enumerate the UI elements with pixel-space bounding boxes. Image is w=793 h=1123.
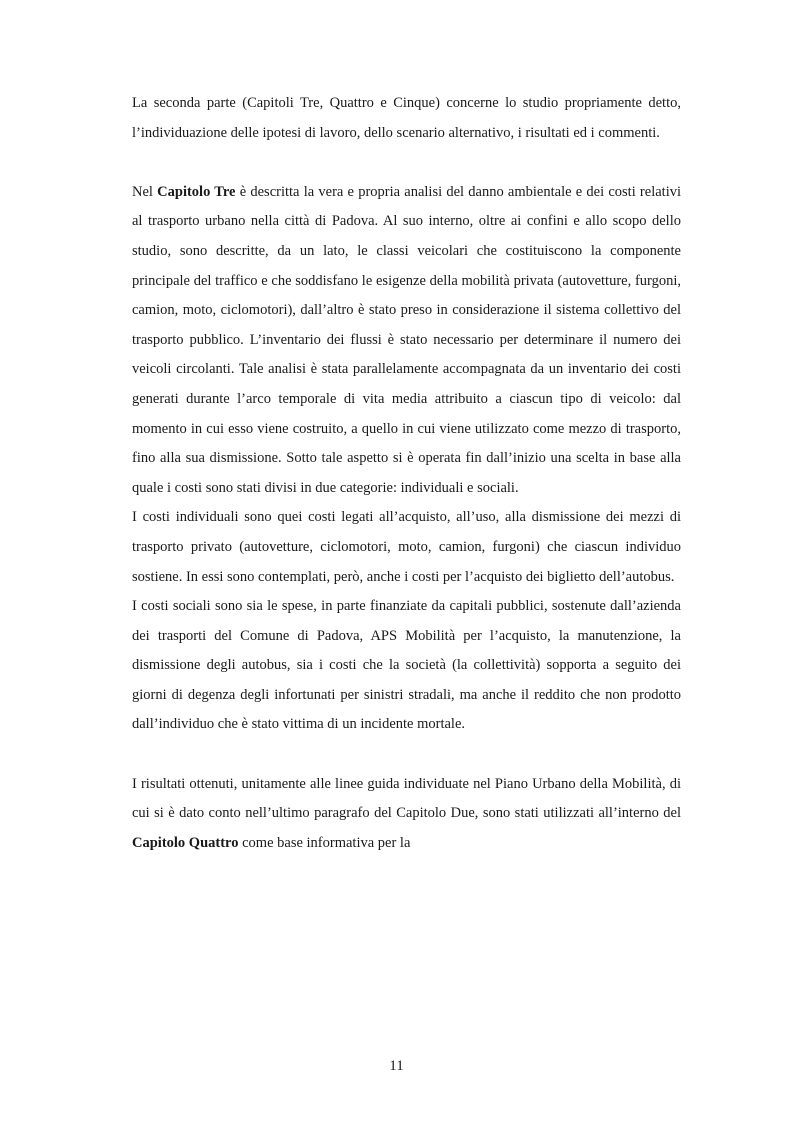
paragraph-text: Nel bbox=[132, 183, 158, 200]
paragraph-spacer bbox=[132, 148, 681, 178]
paragraph-chapter-three bbox=[132, 178, 681, 504]
paragraph-spacer bbox=[132, 740, 681, 770]
paragraph-chapter-four bbox=[132, 770, 681, 859]
paragraph-text: I risultati ottenuti, unitamente alle linee guida individuate nel Piano Urbano della Mobilità, di cui si è dato conto nell’ultimo paragrafo del Capitolo Due, sono stati utilizzati all’interno del bbox=[132, 775, 681, 822]
paragraph-individual-costs: I costi individuali sono quei costi legati all’acquisto, all’uso, alla dismissione dei mezzi di trasporto privato (autovetture, ciclomotori, moto, camion, furgoni) che ciascun individuo sostiene. In essi sono contemplati, però, anche i costi per l’acquisto dei biglietto dell’autobus. bbox=[132, 509, 681, 585]
chapter-four-heading: Capitolo Quattro bbox=[132, 834, 239, 851]
paragraph-part-two-intro: La seconda parte (Capitoli Tre, Quattro e Cinque) concerne lo studio propriamente detto, l’individuazione delle ipotesi di lavoro, dello scenario alternativo, i risultati ed i commenti. bbox=[132, 95, 681, 141]
body-text bbox=[132, 89, 681, 858]
paragraph-social-costs: I costi sociali sono sia le spese, in parte finanziate da capitali pubblici, sostenute dall’azienda dei trasporti del Comune di Padova, APS Mobilità per l’acquisto, la manutenzione, la dismissione degli autobus, sia i costi che la società (la collettività) sopporta a seguito dei giorni di degenza degli infortunati per sinistri stradali, ma anche il reddito che non prodotto dall’individuo che è stato vittima di un incidente mortale. bbox=[132, 598, 681, 733]
paragraph-text: è descritta la vera e propria analisi del danno ambientale e dei costi relativi al trasporto urbano nella città di Padova. Al suo interno, oltre ai confini e allo scopo dello studio, sono descritte, da un lato, le classi veicolari che costituiscono la componente principale del traffico e che soddisfano le esigenze della mobilità privata (autovetture, furgoni, camion, moto, ciclomotori), dall’altro è stato preso in considerazione il sistema collettivo del trasporto pubblico. L’inventario dei flussi è stato necessario per determinare il numero dei veicoli circolanti. Tale analisi è stata parallelamente accompagnata da un inventario dei costi generati durante l’arco temporale di vita media attribuito a ciascun tipo di veicolo: dal momento in cui esso viene costruito, a quello in cui viene utilizzato come mezzo di trasporto, fino alla sua dismissione. Sotto tale aspetto si è operata fin dall’inizio una scelta in base alla quale i costi sono stati divisi in due categorie: individuali e sociali. bbox=[132, 183, 682, 496]
page-number: 11 bbox=[389, 1058, 404, 1074]
paragraph-text: come base informativa per la bbox=[238, 834, 411, 851]
chapter-three-heading: Capitolo Tre bbox=[157, 183, 236, 200]
